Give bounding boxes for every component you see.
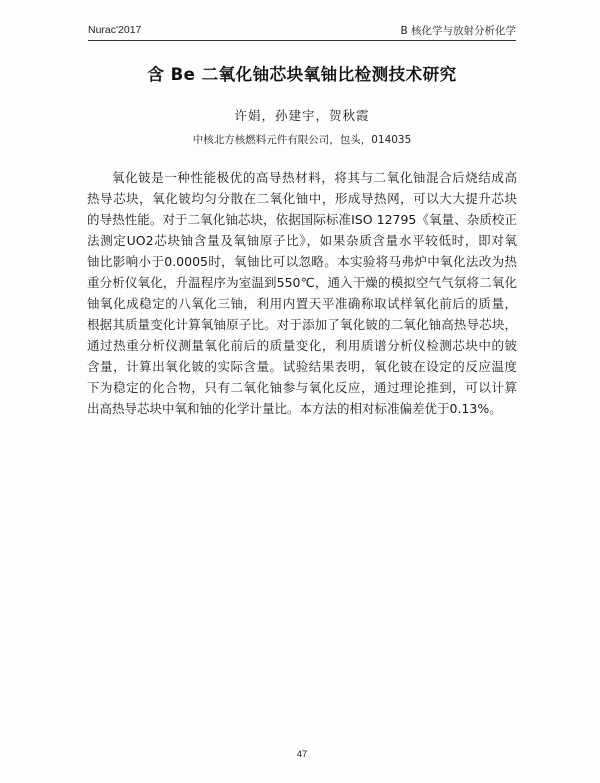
- abstract-line: 法测定UO2芯块铀含量及氧铀原子比》，如果杂质含量水平较低时，即对氧: [87, 233, 517, 248]
- abstract-line: 的导热性能。对于二氧化铀芯块，依据国际标准ISO 12795《氧量、杂质校正: [87, 212, 517, 227]
- abstract-line: 铀氧化成稳定的八氧化三铀，利用内置天平准确称取试样氧化前后的质量，: [87, 296, 517, 311]
- abstract-line: 重分析仪氧化，升温程序为室温到550℃，通入干燥的模拟空气气氛将二氧化: [87, 275, 517, 290]
- running-header: [88, 22, 516, 41]
- abstract-line: 下为稳定的化合物，只有二氧化铀参与氧化反应，通过理论推到，可以计算: [87, 380, 517, 395]
- abstract-line: 铀比影响小于0.0005时，氧铀比可以忽略。本实验将马弗炉中氧化法改为热: [87, 254, 517, 269]
- abstract-line: 含量，计算出氧化铍的实际含量。试验结果表明，氧化铍在设定的反应温度: [87, 359, 517, 374]
- paper-title: 含 Be 二氧化铀芯块氧铀比检测技术研究: [147, 65, 457, 84]
- page-number: 47: [296, 749, 308, 760]
- conference-name: Nurac'2017: [88, 24, 142, 36]
- abstract-line: 根据其质量变化计算氧铀原子比。对于添加了氧化铍的二氧化铀高热导芯块，: [87, 317, 517, 332]
- abstract-line: 通过热重分析仪测量氧化前后的质量变化，利用质谱分析仪检测芯块中的铍: [87, 338, 517, 353]
- section-name: B 核化学与放射分析化学: [400, 25, 516, 37]
- abstract-line: 出高热导芯块中氧和铀的化学计量比。本方法的相对标准偏差优于0.13%。: [87, 401, 502, 416]
- author-list: 许娟，孙建宇，贺秋霞: [234, 108, 370, 123]
- abstract-line: 氧化铍是一种性能极优的高导热材料，将其与二氧化铀混合后烧结成高: [112, 170, 517, 185]
- abstract-line: 热导芯块，氧化铍均匀分散在二氧化铀中，形成导热网，可以大大提升芯块: [87, 191, 517, 206]
- abstract-body: [87, 167, 517, 419]
- author-affiliation: 中核北方核燃料元件有限公司，包头，014035: [192, 134, 412, 146]
